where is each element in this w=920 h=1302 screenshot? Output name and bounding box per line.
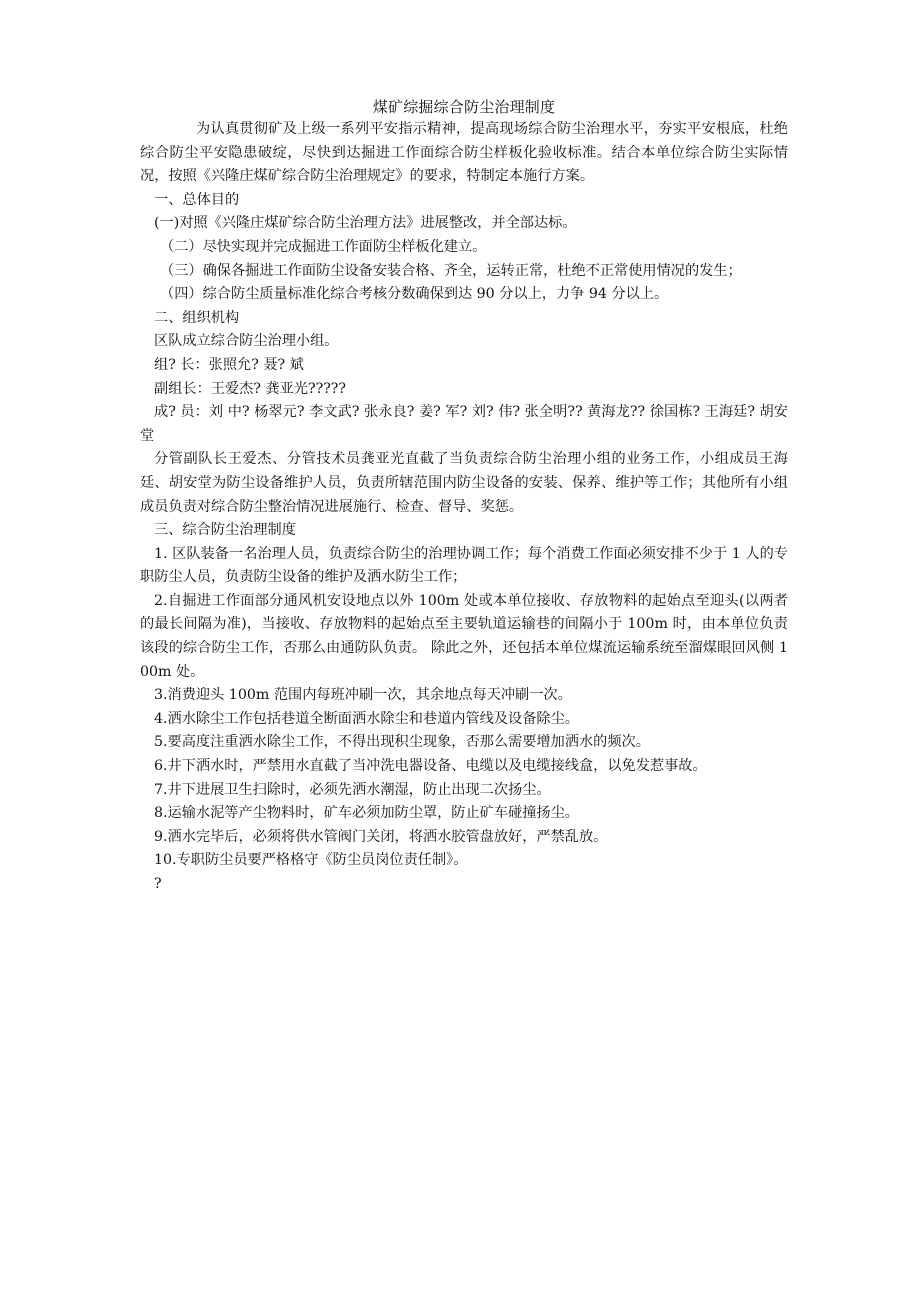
- rule-item-9: 9.洒水完毕后，必须将供水管阀门关闭，将洒水胶管盘放好，严禁乱放。: [154, 828, 608, 845]
- goal-item-1: (一)对照《兴隆庄煤矿综合防尘治理方法》进展整改，并全部达标。: [154, 215, 577, 232]
- goal-item-2: （二）尽快实现并完成掘进工作面防尘样板化建立。: [160, 238, 487, 255]
- organization-deputy: 副组长：王爱杰? 龚亚光?????: [154, 380, 347, 397]
- goal-item-4: （四）综合防尘质量标准化综合考核分数确保到达 90 分以上，力争 94 分以上。: [160, 286, 669, 303]
- rule-item-1: 1. 区队装备一名治理人员，负责综合防尘的治理协调工作；每个消费工作面必须安排不少于 1 人的专职防尘人员，负责防尘设备的维护及洒水防尘工作；: [140, 545, 788, 586]
- rule-item-4: 4.洒水除尘工作包括巷道全断面洒水除尘和巷道内管线及设备除尘。: [154, 710, 579, 727]
- section-heading-organization: 二、组织机构: [154, 309, 240, 326]
- document-title: 煤矿综掘综合防尘治理制度: [372, 98, 556, 116]
- rule-item-10: 10.专职防尘员要严格格守《防尘员岗位责任制》。: [154, 852, 468, 869]
- rule-item-8: 8.运输水泥等产尘物料时，矿车必须加防尘罩，防止矿车碰撞扬尘。: [154, 805, 579, 822]
- rule-item-3: 3.消费迎头 100m 范围内每班冲刷一次，其余地点每天冲刷一次。: [154, 687, 572, 704]
- rule-item-7: 7.井下进展卫生扫除时，必须先洒水潮湿，防止出现二次扬尘。: [154, 781, 551, 798]
- rule-item-5: 5.要高度注重洒水除尘工作，不得出现积尘现象，否那么需要增加洒水的频次。: [154, 734, 650, 751]
- organization-intro: 区队成立综合防尘治理小组。: [154, 333, 339, 350]
- section-heading-rules: 三、综合防尘治理制度: [154, 522, 296, 539]
- document-page: [140, 96, 788, 897]
- organization-members: 成? 员：刘 中? 杨翠元? 李文武? 张永良? 姜? 军? 刘? 伟? 张全明?? 黄海龙?? 徐国栋? 王海廷? 胡安堂: [140, 404, 788, 444]
- goal-item-3: （三）确保各掘进工作面防尘设备安装合格、齐全，运转正常，杜绝不正常使用情况的发生；: [160, 262, 742, 279]
- organization-leader: 组? 长：张照允? 聂? 斌: [154, 356, 304, 373]
- trailing-mark: ?: [154, 876, 162, 892]
- section-heading-goals: 一、总体目的: [154, 191, 240, 208]
- intro-paragraph: 为认真贯彻矿及上级一系列平安指示精神，提高现场综合防尘治理水平，夯实平安根底，杜绝综合防尘平安隐患破绽，尽快到达掘进工作面综合防尘样板化验收标准。结合本单位综合防尘实际情况，按照《兴隆庄煤矿综合防尘治理规定》的要求，特制定本施行方案。: [140, 121, 788, 185]
- organization-duties: 分管副队长王爱杰、分管技术员龚亚光直截了当负责综合防尘治理小组的业务工作，小组成员王海廷、胡安堂为防尘设备维护人员，负责所辖范围内防尘设备的安装、保养、维护等工作；其他所有小组成员负责对综合防尘整治情况进展施行、检查、督导、奖惩。: [140, 451, 788, 515]
- rule-item-2: 2.自掘进工作面部分通风机安设地点以外 100m 处或本单位接收、存放物料的起始点至迎头(以两者的最长间隔为准)，当接收、存放物料的起始点至主要轨道运输巷的间隔小于 100m 时，由本单位负责该段的综合防尘工作，否那么由通防队负责。 除此之外，还包括本单位煤流运输系统至溜煤眼回风侧 100m 处。: [140, 592, 788, 680]
- rule-item-6: 6.井下洒水时，严禁用水直截了当冲洗电器设备、电缆以及电缆接线盒，以免发惹事故。: [154, 758, 707, 775]
